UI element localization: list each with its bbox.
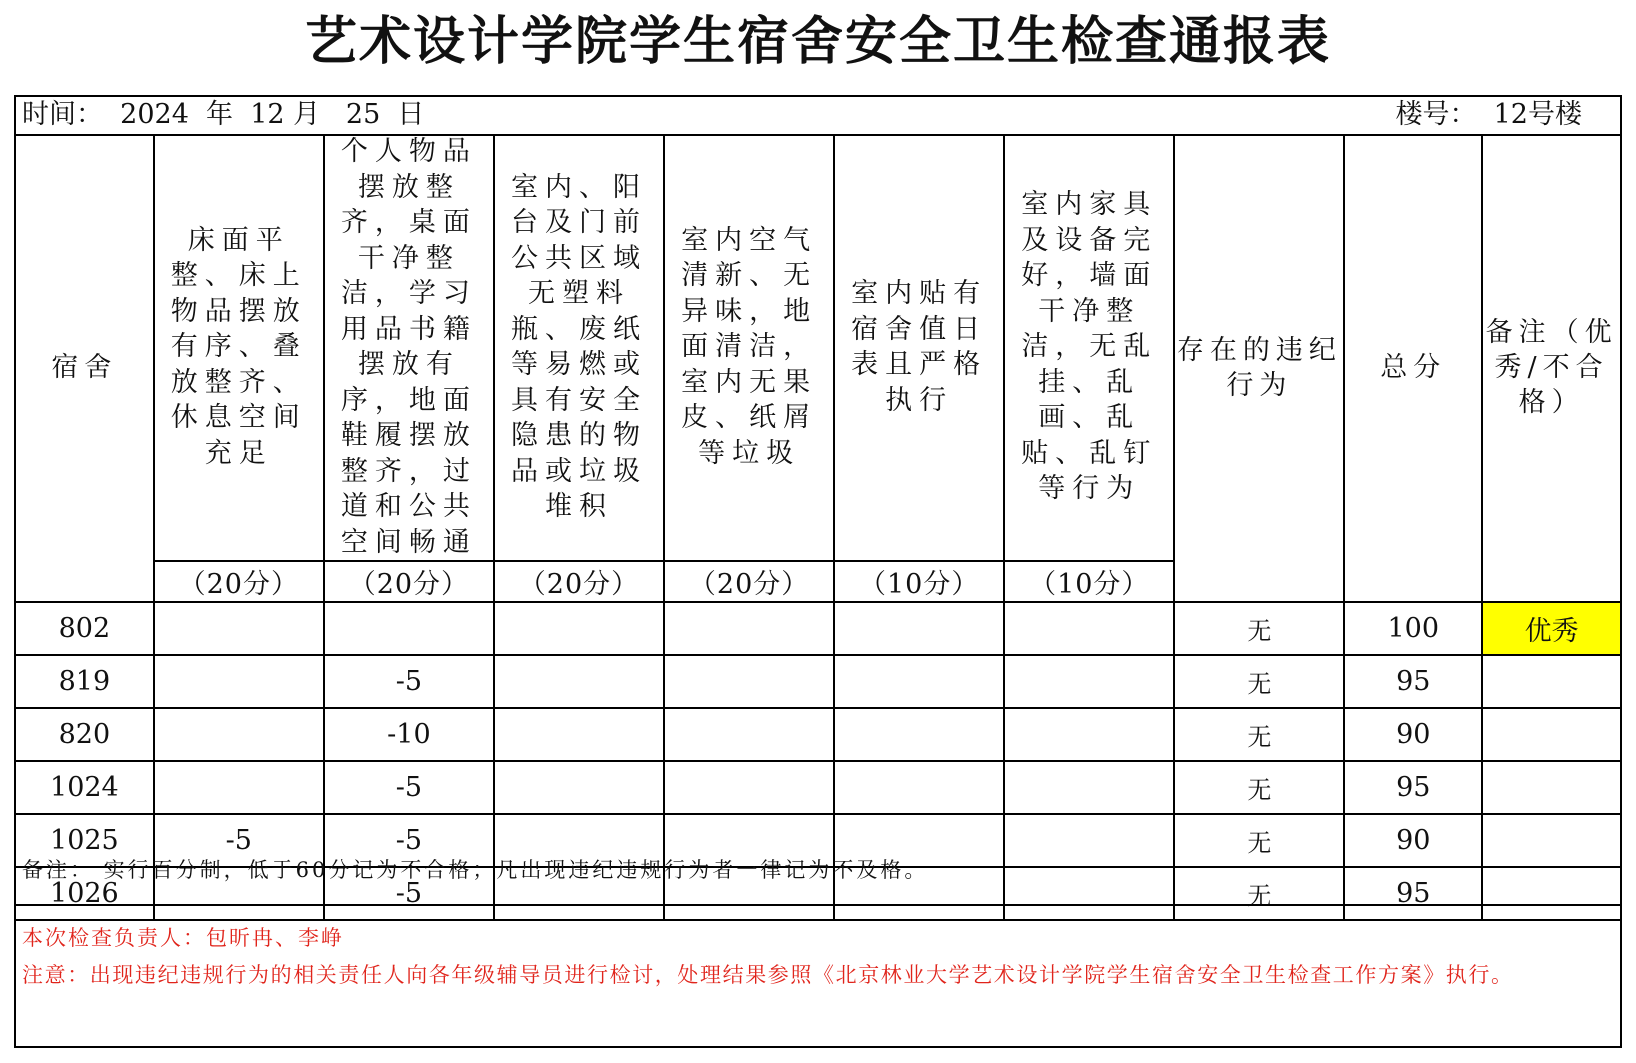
inspection-table bbox=[16, 134, 1620, 921]
dorm-number: 1026 bbox=[16, 867, 154, 920]
violation-cell: 无 bbox=[1174, 602, 1344, 655]
total-score: 95 bbox=[1344, 655, 1482, 708]
total-score: 95 bbox=[1344, 867, 1482, 920]
score-cell bbox=[664, 708, 834, 761]
dorm-number: 820 bbox=[16, 708, 154, 761]
points-label: （10分） bbox=[834, 561, 1004, 602]
score-cell bbox=[1004, 761, 1174, 814]
remark-cell bbox=[1482, 708, 1620, 761]
violation-cell: 无 bbox=[1174, 814, 1344, 867]
header-dorm: 宿舍 bbox=[16, 134, 154, 602]
score-cell bbox=[494, 761, 664, 814]
building-number: 楼号： 12号楼 bbox=[1395, 99, 1582, 130]
header-remark: 备注（优秀/不合格） bbox=[1482, 134, 1620, 602]
note-row bbox=[16, 838, 1620, 906]
total-score: 95 bbox=[1344, 761, 1482, 814]
score-cell bbox=[834, 602, 1004, 655]
score-cell: -5 bbox=[324, 867, 494, 920]
score-cell bbox=[1004, 602, 1174, 655]
score-cell: -10 bbox=[324, 708, 494, 761]
header-criterion-duty-roster: 室内贴有宿舍值日表且严格执行 bbox=[834, 134, 1004, 561]
table-row bbox=[16, 708, 1620, 761]
score-cell bbox=[154, 761, 324, 814]
violation-cell: 无 bbox=[1174, 761, 1344, 814]
inspection-sheet bbox=[14, 95, 1622, 1048]
remark-cell bbox=[1482, 761, 1620, 814]
total-score: 90 bbox=[1344, 708, 1482, 761]
score-cell: -5 bbox=[154, 814, 324, 867]
score-cell bbox=[664, 655, 834, 708]
header-violations: 存在的违纪行为 bbox=[1174, 134, 1344, 602]
table-row bbox=[16, 655, 1620, 708]
score-cell bbox=[494, 655, 664, 708]
dorm-number: 819 bbox=[16, 655, 154, 708]
meta-row bbox=[16, 97, 1620, 136]
score-cell bbox=[154, 655, 324, 708]
points-label: （20分） bbox=[494, 561, 664, 602]
points-label: （10分） bbox=[1004, 561, 1174, 602]
inspection-date: 时间： 2024 年 12 月 25 日 bbox=[22, 99, 425, 130]
points-label: （20分） bbox=[154, 561, 324, 602]
dorm-number: 1024 bbox=[16, 761, 154, 814]
score-cell bbox=[834, 761, 1004, 814]
header-criterion-bed: 床面平整、床上物品摆放有序、叠放整齐、休息空间充足 bbox=[154, 134, 324, 561]
score-cell bbox=[324, 602, 494, 655]
score-cell bbox=[664, 602, 834, 655]
violation-cell: 无 bbox=[1174, 867, 1344, 920]
dorm-number: 802 bbox=[16, 602, 154, 655]
total-score: 100 bbox=[1344, 602, 1482, 655]
score-cell bbox=[834, 708, 1004, 761]
total-score: 90 bbox=[1344, 814, 1482, 867]
points-label: （20分） bbox=[664, 561, 834, 602]
score-cell bbox=[834, 655, 1004, 708]
score-cell bbox=[494, 602, 664, 655]
page-title: 艺术设计学院学生宿舍安全卫生检查通报表 bbox=[304, 12, 1331, 72]
attention-note: 注意：出现违纪违规行为的相关责任人向各年级辅导员进行检讨，处理结果参照《北京林业大学艺术设计学院学生宿舍安全卫生检查工作方案》执行。 bbox=[22, 963, 1514, 987]
responsible-persons: 本次检查负责人：包昕冉、李峥 bbox=[22, 926, 344, 950]
header-criterion-belongings: 个人物品摆放整齐，桌面干净整洁，学习用品书籍摆放有序，地面鞋履摆放整齐，过道和公共空间畅通 bbox=[324, 134, 494, 561]
score-cell: -5 bbox=[324, 761, 494, 814]
score-cell: -5 bbox=[324, 814, 494, 867]
header-criterion-air-floor: 室内空气清新、无异味，地面清洁，室内无果皮、纸屑等垃圾 bbox=[664, 134, 834, 561]
points-label: （20分） bbox=[324, 561, 494, 602]
dorm-number: 1025 bbox=[16, 814, 154, 867]
header-row bbox=[16, 134, 1620, 561]
violation-cell: 无 bbox=[1174, 655, 1344, 708]
score-cell bbox=[664, 761, 834, 814]
scoring-note: 备注： 实行百分制，低于60分记为不合格；凡出现违纪违规行为者一律记为不及格。 bbox=[22, 858, 929, 882]
header-criterion-public-area: 室内、阳台及门前公共区域无塑料瓶、废纸等易燃或具有安全隐患的物品或垃圾堆积 bbox=[494, 134, 664, 561]
score-cell bbox=[1004, 655, 1174, 708]
remark-cell bbox=[1482, 655, 1620, 708]
remark-badge: 优秀 bbox=[1482, 602, 1620, 655]
score-cell bbox=[154, 708, 324, 761]
table-row bbox=[16, 761, 1620, 814]
score-cell bbox=[1004, 708, 1174, 761]
score-cell bbox=[154, 602, 324, 655]
header-criterion-furniture: 室内家具及设备完好，墙面干净整洁，无乱挂、乱画、乱贴、乱钉等行为 bbox=[1004, 134, 1174, 561]
score-cell: -5 bbox=[324, 655, 494, 708]
violation-cell: 无 bbox=[1174, 708, 1344, 761]
header-total: 总分 bbox=[1344, 134, 1482, 602]
table-row bbox=[16, 602, 1620, 655]
score-cell bbox=[494, 708, 664, 761]
